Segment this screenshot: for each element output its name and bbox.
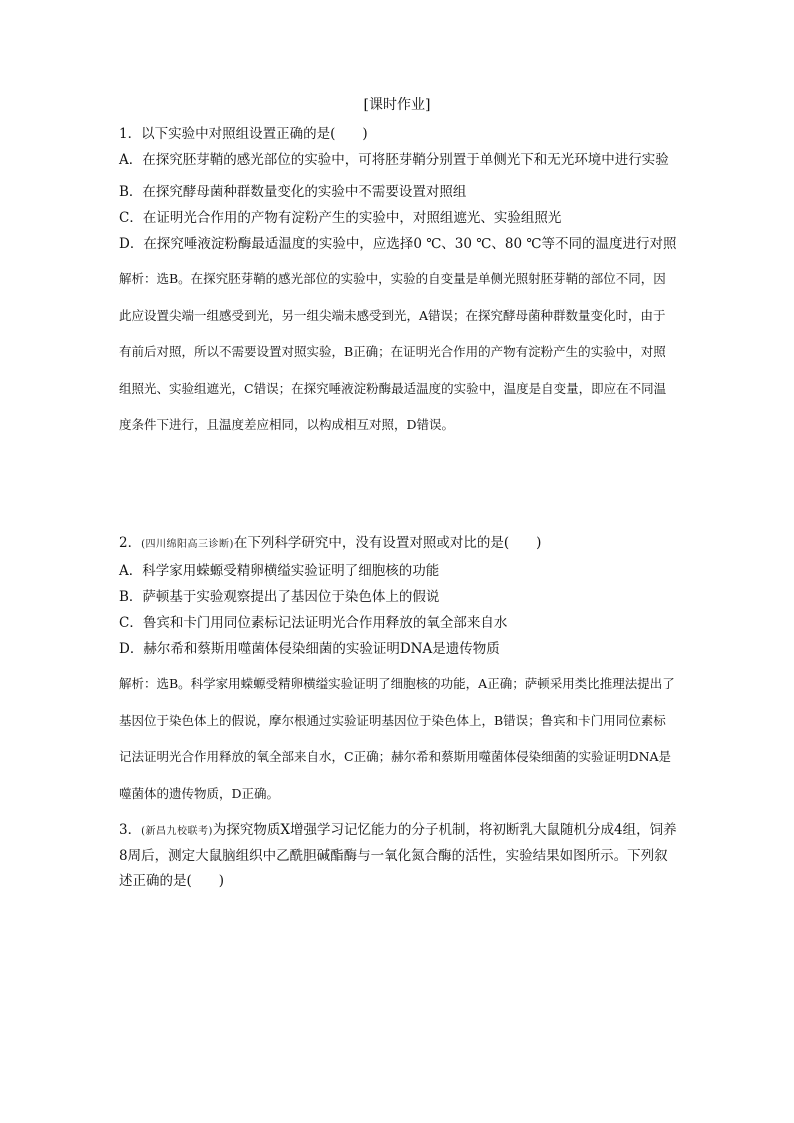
option-b: B．在探究酵母菌种群数量变化的实验中不需要设置对照组 <box>119 184 467 200</box>
question-number: 1． <box>119 126 142 142</box>
question-1 <box>119 125 677 456</box>
page-title: [课时作业] <box>363 97 431 113</box>
question-3 <box>119 818 677 902</box>
option-d: D．赫尔希和蔡斯用噬菌体侵染细菌的实验证明DNA是遗传物质 <box>119 641 500 657</box>
question-2 <box>119 534 677 825</box>
option-c: C．鲁宾和卡门用同位素标记法证明光合作用释放的氧全部来自水 <box>119 615 508 631</box>
question-stem <box>119 125 677 143</box>
question-number: 3． <box>119 822 142 838</box>
option-a: A．科学家用蝾螈受精卵横缢实验证明了细胞核的功能 <box>119 563 440 579</box>
analysis: 解析：选B。在探究胚芽鞘的感光部位的实验中，实验的自变量是单侧光照射胚芽鞘的部位不同，因此应设置尖端一组感受到光，另一组尖端未感受到光，A错误；在探究酵母菌种群数量变化时，由于有前后对照，所以不需要设置对照实验，B正确；在证明光合作用的产物有淀粉产生的实验中，对照组照光、实验组遮光，C错误；在探究唾液淀粉酶最适温度的实验中，温度是自变量，即应在不同温度条件下进行，且温度差应相同，以构成相互对照，D错误。 <box>119 271 667 432</box>
question-source: (四川绵阳高三诊断) <box>141 539 234 550</box>
option-b: B．萨顿基于实验观察提出了基因位于染色体上的假说 <box>119 589 440 605</box>
option-d: D．在探究唾液淀粉酶最适温度的实验中，应选择0 ℃、30 ℃、80 ℃等不同的温度进行对照 <box>119 236 677 252</box>
question-stem <box>119 818 677 894</box>
question-text: 在下列科学研究中，没有设置对照或对比的是( ) <box>233 535 542 551</box>
question-stem <box>119 534 677 554</box>
option-c: C．在证明光合作用的产物有淀粉产生的实验中，对照组遮光、实验组照光 <box>119 210 562 226</box>
question-text: 为探究物质X增强学习记忆能力的分子机制，将初断乳大鼠随机分成4组，饲养8周后，测定大鼠脑组织中乙酰胆碱酯酶与一氧化氮合酶的活性，实验结果如图所示。下列叙述正确的是( ) <box>119 822 677 889</box>
option-a: A．在探究胚芽鞘的感光部位的实验中，可将胚芽鞘分别置于单侧光下和无光环境中进行实验 <box>119 152 669 168</box>
question-text: 以下实验中对照组设置正确的是( ) <box>141 126 368 142</box>
question-number: 2． <box>119 535 142 551</box>
analysis: 解析：选B。科学家用蝾螈受精卵横缢实验证明了细胞核的功能，A正确；萨顿采用类比推理法提出了基因位于染色体上的假说，摩尔根通过实验证明基因位于染色体上，B错误；鲁宾和卡门用同位素标记法证明光合作用释放的氧全部来自水，C正确；赫尔希和蔡斯用噬菌体侵染细菌的实验证明DNA是噬菌体的遗传物质，D正确。 <box>119 676 675 801</box>
question-source: (新昌九校联考) <box>141 826 213 837</box>
